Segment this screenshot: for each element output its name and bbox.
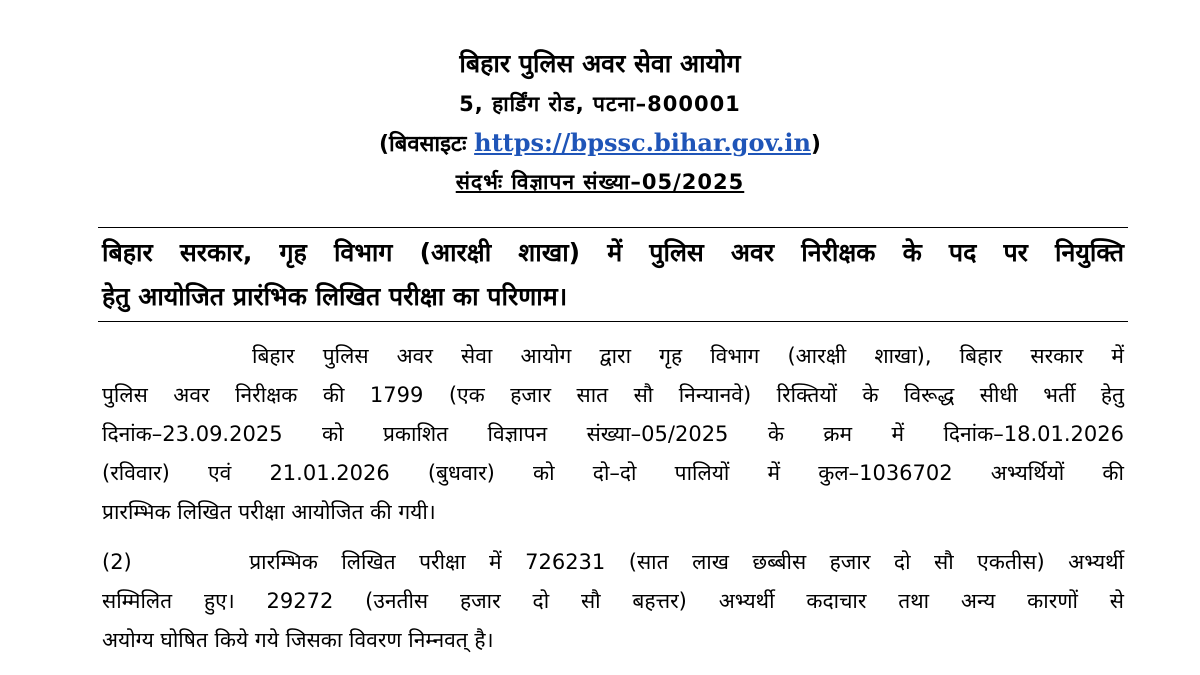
subject-line-2: हेतु आयोजित प्रारंभिक लिखित परीक्षा का परिणाम।	[102, 282, 568, 311]
organization-name: बिहार पुलिस अवर सेवा आयोग	[459, 49, 741, 78]
paragraph-line: सम्मिलित हुए। 29272 (उनतीस हजार दो सौ बहत्तर) अभ्यर्थी कदाचार तथा अन्य कारणों से	[102, 589, 1124, 613]
subject-line-1: बिहार सरकार, गृह विभाग (आरक्षी शाखा) में पुलिस अवर निरीक्षक के पद पर नियुक्ति	[102, 238, 1124, 267]
organization-address: 5, हार्डिंग रोड, पटना–800001	[459, 92, 741, 116]
website-prefix: (बिवसाइटः	[379, 132, 467, 157]
paragraph-line: (2) प्रारम्भिक लिखित परीक्षा में 726231 (सात लाख छब्बीस हजार दो सौ एकतीस) अभ्यर्थी	[102, 550, 1124, 574]
website-link[interactable]: https://bpssc.bihar.gov.in	[474, 128, 811, 157]
paragraph-line: दिनांक–23.09.2025 को प्रकाशित विज्ञापन संख्या–05/2025 के क्रम में दिनांक–18.01.2026	[102, 422, 1124, 446]
paragraph-1	[102, 337, 1124, 532]
paragraph-line: अयोग्य घोषित किये गये जिसका विवरण निम्नवत् है।	[102, 628, 494, 652]
paragraph-2	[102, 543, 1124, 660]
notice-subject	[102, 231, 1124, 319]
paragraph-line: पुलिस अवर निरीक्षक की 1799 (एक हजार सात सौ निन्यानवे) रिक्तियों के विरूद्ध सीधी भर्ती हेतु	[102, 383, 1124, 407]
website-line	[0, 128, 1200, 158]
divider-bottom	[98, 321, 1128, 322]
reference-number: संदर्भः विज्ञापन संख्या–05/2025	[455, 170, 745, 194]
divider-top	[98, 227, 1128, 228]
paragraph-line: बिहार पुलिस अवर सेवा आयोग द्वारा गृह विभाग (आरक्षी शाखा), बिहार सरकार में	[252, 344, 1124, 368]
paragraph-line: (रविवार) एवं 21.01.2026 (बुधवार) को दो–दो पालियों में कुल–1036702 अभ्यर्थियों की	[102, 461, 1124, 485]
website-suffix: )	[810, 132, 821, 157]
paragraph-line: प्रारम्भिक लिखित परीक्षा आयोजित की गयी।	[102, 500, 436, 524]
